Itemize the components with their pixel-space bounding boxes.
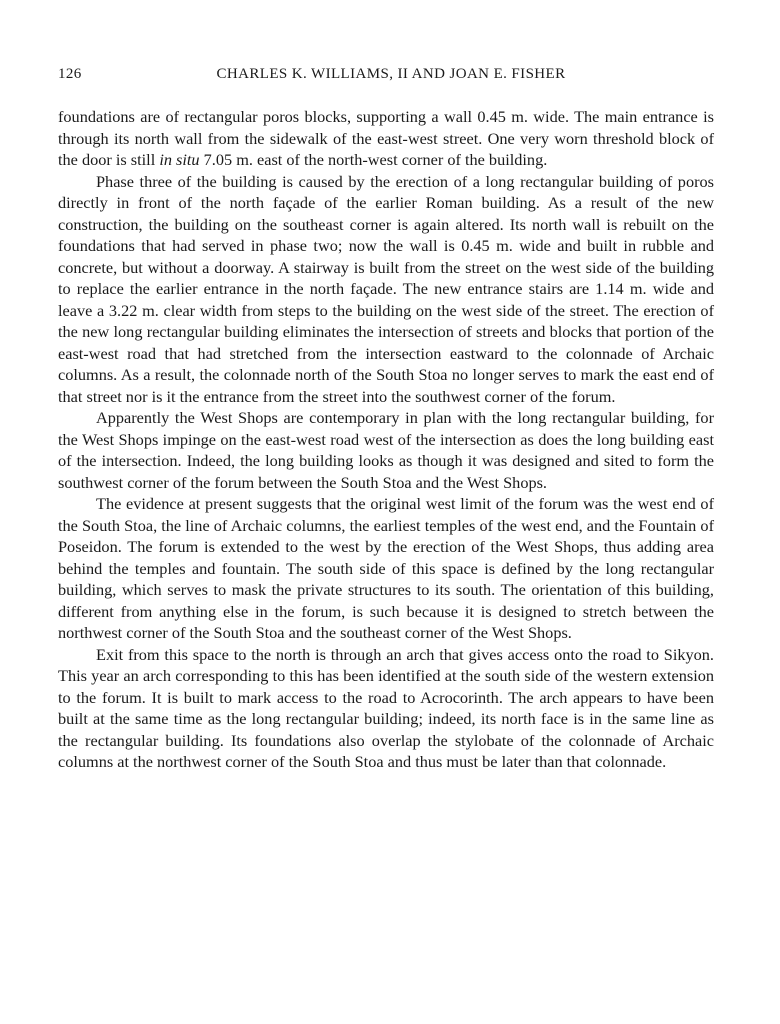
- italic-phrase: in situ: [159, 150, 200, 169]
- page-header: [58, 66, 714, 90]
- paragraph-1: [58, 106, 714, 171]
- running-head: CHARLES K. WILLIAMS, II AND JOAN E. FISHER: [216, 66, 566, 82]
- paragraph-3: Apparently the West Shops are contemporary in plan with the long rectangular building, for the West Shops impinge on the east-west road west of the intersection as does the long building east of the intersection. Indeed, the long building looks as though it was designed and sited to form the southwest corner of the forum between the South Stoa and the West Shops.: [58, 408, 714, 492]
- paragraph-2: Phase three of the building is caused by the erection of a long rectangular building of poros directly in front of the north façade of the earlier Roman building. As a result of the new construction, the building on the southeast corner is again altered. Its north wall is rebuilt on the foundations that had served in phase two; now the wall is 0.45 m. wide and built in rubble and concrete, but without a doorway. A stairway is built from the street on the west side of the building to replace the earlier entrance in the north façade. The new entrance stairs are 1.14 m. wide and leave a 3.22 m. clear width from steps to the building on the west side of the street. The erection of the new long rectangular building eliminates the intersection of streets and blocks that portion of the east-west road that had stretched from the intersection eastward to the colonnade of Archaic columns. As a result, the colonnade north of the South Stoa no longer serves to mark the east end of that street nor is it the entrance from the street into the southwest corner of the forum.: [58, 171, 714, 406]
- page-number: 126: [58, 66, 82, 82]
- paragraph-5: Exit from this space to the north is through an arch that gives access onto the road to Sikyon. This year an arch corresponding to this has been identified at the south side of the western extension to the forum. It is built to mark access to the road to Acrocorinth. The arch appears to have been built at the same time as the long rectangular building; indeed, its north face is in the same line as the rectangular building. Its foundations also overlap the stylobate of the colonnade of Archaic columns at the northwest corner of the South Stoa and thus must be later than that colonnade.: [58, 644, 714, 771]
- paragraph-1-text-after: 7.05 m. east of the north-west corner of the building.: [199, 150, 548, 169]
- paragraph-1-text: foundations are of rectangular poros blocks, supporting a wall 0.45 m. wide. The main entrance is through its north wall from the sidewalk of the east-west street. One very worn threshold block of the door is still: [58, 107, 714, 169]
- paragraph-4: The evidence at present suggests that the original west limit of the forum was the west end of the South Stoa, the line of Archaic columns, the earliest temples of the west end, and the Fountain of Poseidon. The forum is extended to the west by the erection of the West Shops, thus adding area behind the temples and fountain. The south side of this space is defined by the long rectangular building, which serves to mask the private structures to its south. The orientation of this building, different from anything else in the forum, is such because it is designed to stretch between the northwest corner of the South Stoa and the southeast corner of the West Shops.: [58, 494, 714, 642]
- page: [58, 66, 714, 773]
- body-text: [58, 106, 714, 773]
